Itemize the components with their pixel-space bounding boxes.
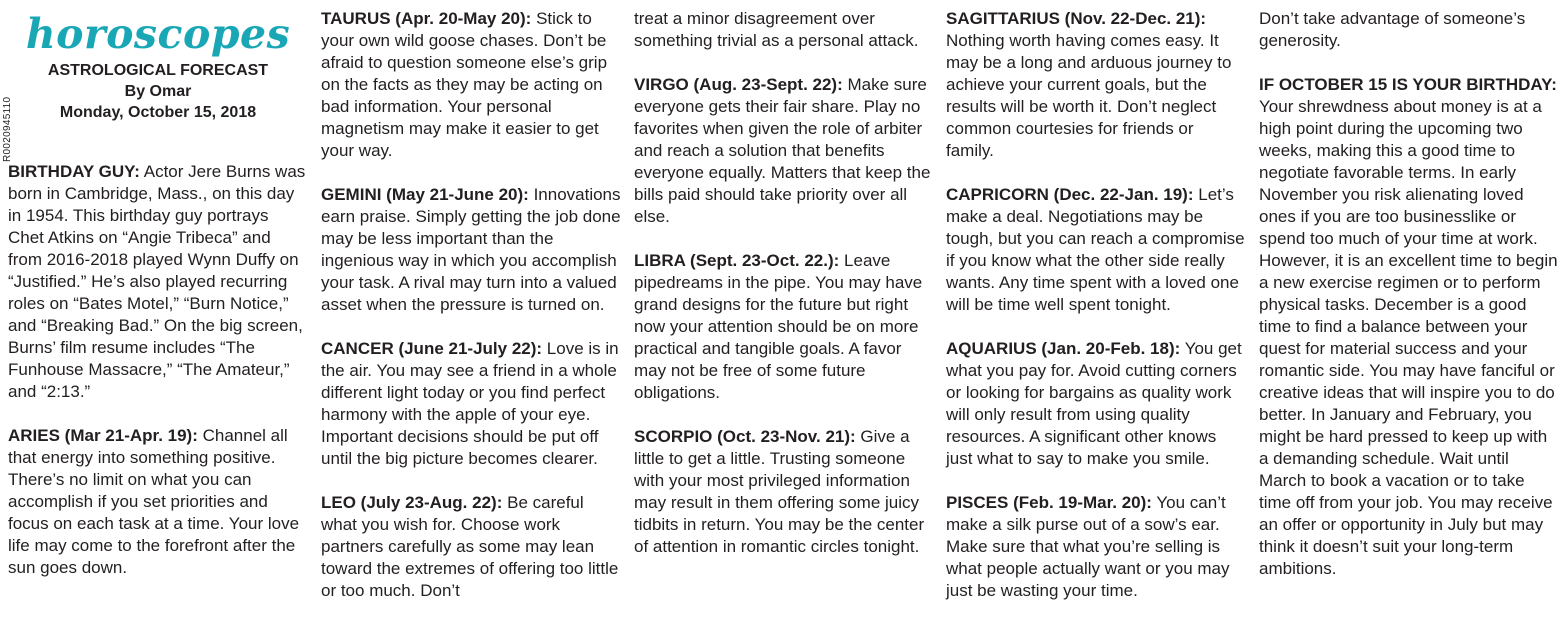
masthead	[8, 8, 308, 123]
cancer-entry	[321, 338, 621, 470]
horoscopes-logo: horoscopes	[25, 10, 291, 58]
entry-heading: LEO (July 23-Aug. 22):	[321, 493, 503, 512]
virgo-entry	[634, 74, 934, 228]
entry-text: You can’t make a silk purse out of a sow’s ear. Make sure that what you’re selling is what people actually want or you may just be wasting your time.	[946, 493, 1230, 600]
entry-heading: AQUARIUS (Jan. 20-Feb. 18):	[946, 339, 1181, 358]
entry-text: Actor Jere Burns was born in Cambridge, Mass., on this day in 1954. This birthday guy portrays Chet Atkins on “Angie Tribeca” and from 2016-2018 played Wynn Duffy on “Justified.” He’s also played recurring roles on “Bates Motel,” “Burn Notice,” and “Breaking Bad.” On the big screen, Burns’ film resume includes “The Funhouse Massacre,” “The Amateur,” and “2:13.”	[8, 162, 306, 401]
entry-text: Nothing worth having comes easy. It may be a long and arduous journey to achieve your current goals, but the results will be worth it. Don’t neglect common courtesies for friends or family.	[946, 31, 1232, 160]
entry-text: treat a minor disagreement over something trivial as a personal attack.	[634, 9, 919, 50]
entry-heading: ARIES (Mar 21-Apr. 19):	[8, 426, 198, 445]
entry-text: Your shrewdness about money is at a high point during the upcoming two weeks, making this a good time to negotiate favorable terms. In early November you risk alienating loved ones if you are too businesslike or spend too much of your time at work. However, it is an excellent time to begin a new exercise regimen or to perform physical tasks. December is a good time to find a balance between your quest for material success and your romantic side. You may have fanciful or creative ideas that will inspire you to do better. In January and February, you might be hard pressed to keep up with a demanding schedule. Wait until March to book a vacation or to take time off from your job. You may receive an offer or opportunity in July but may think it doesn’t suit your long-term ambitions.	[1259, 97, 1558, 578]
entry-heading: CAPRICORN (Dec. 22-Jan. 19):	[946, 185, 1194, 204]
column-4	[946, 8, 1246, 602]
entry-heading: IF OCTOBER 15 IS YOUR BIRTHDAY:	[1259, 75, 1557, 94]
entry-text: Don’t take advantage of someone’s generosity.	[1259, 9, 1526, 50]
entry-text: Leave pipedreams in the pipe. You may have grand designs for the future but right now your attention should be on more practical and tangible goals. A favor may not be free of some future obligations.	[634, 251, 923, 402]
ad-id-code: R0020945110	[2, 96, 13, 162]
entry-heading: SAGITTARIUS (Nov. 22-Dec. 21):	[946, 9, 1207, 28]
section-subtitle: ASTROLOGICAL FORECAST	[47, 62, 269, 79]
sagittarius-entry	[946, 8, 1246, 162]
entry-text: Channel all that energy into something positive. There’s no limit on what you can accomplish if you set priorities and focus on each task at a time. Your love life may come to the forefront after the sun goes down.	[8, 426, 300, 577]
aquarius-entry	[946, 338, 1246, 470]
scorpio-entry	[634, 426, 934, 558]
entry-heading: LIBRA (Sept. 23-Oct. 22.):	[634, 251, 840, 270]
birthday-guy-entry	[8, 161, 308, 403]
entry-text: Be careful what you wish for. Choose work partners carefully as some may lean toward the extremes of offering too little or too much. Don’t	[321, 493, 619, 600]
entry-text: Stick to your own wild goose chases. Don’t be afraid to question someone else’s grip on the facts as they may be acting on bad information. Your personal magnetism may make it easier to get your way.	[321, 9, 608, 160]
column-5	[1259, 8, 1559, 580]
entry-text: You get what you pay for. Avoid cutting corners or looking for bargains as quality work will only result from using quality resources. A significant other knows just what to say to make you smile.	[946, 339, 1242, 468]
entry-heading: TAURUS (Apr. 20-May 20):	[321, 9, 532, 28]
entry-heading: SCORPIO (Oct. 23-Nov. 21):	[634, 427, 856, 446]
entry-heading: PISCES (Feb. 19-Mar. 20):	[946, 493, 1152, 512]
entry-text: Give a little to get a little. Trusting someone with your most privileged information may result in them offering some juicy tidbits in return. You may be the center of attention in romantic circles tonight.	[634, 427, 925, 556]
column-3	[634, 8, 934, 558]
issue-date: Monday, October 15, 2018	[59, 104, 257, 121]
entry-text: Innovations earn praise. Simply getting the job done may be less important than the ingenious way in which you accomplish your task. A rival may turn into a valued asset when the pressure is turned on.	[321, 185, 621, 314]
entry-heading: BIRTHDAY GUY:	[8, 162, 140, 181]
leo-entry	[321, 492, 621, 602]
column-2	[321, 8, 621, 602]
gemini-entry	[321, 184, 621, 316]
byline: By Omar	[124, 83, 192, 100]
aries-entry	[8, 425, 308, 579]
birthday-forecast-entry	[1259, 74, 1559, 580]
leo-entry-continued	[634, 8, 934, 52]
entry-heading: GEMINI (May 21-June 20):	[321, 185, 529, 204]
entry-text: Let’s make a deal. Negotiations may be tough, but you can reach a compromise if you know what the other side really wants. Any time spent with a loved one will be time well spent tonight.	[946, 185, 1245, 314]
libra-entry	[634, 250, 934, 404]
entry-text: Love is in the air. You may see a friend in a whole different light today or you find perfect harmony with the apple of your eye. Important decisions should be put off until the big picture becomes clearer.	[321, 339, 619, 468]
entry-heading: CANCER (June 21-July 22):	[321, 339, 543, 358]
entry-text: Make sure everyone gets their fair share. Play no favorites when given the role of arbiter and reach a solution that benefits everyone equally. Matters that keep the bills paid should take priority over all else.	[634, 75, 931, 226]
column-1	[8, 8, 308, 579]
pisces-entry-continued	[1259, 8, 1559, 52]
pisces-entry	[946, 492, 1246, 602]
entry-heading: VIRGO (Aug. 23-Sept. 22):	[634, 75, 843, 94]
taurus-entry	[321, 8, 621, 162]
capricorn-entry	[946, 184, 1246, 316]
